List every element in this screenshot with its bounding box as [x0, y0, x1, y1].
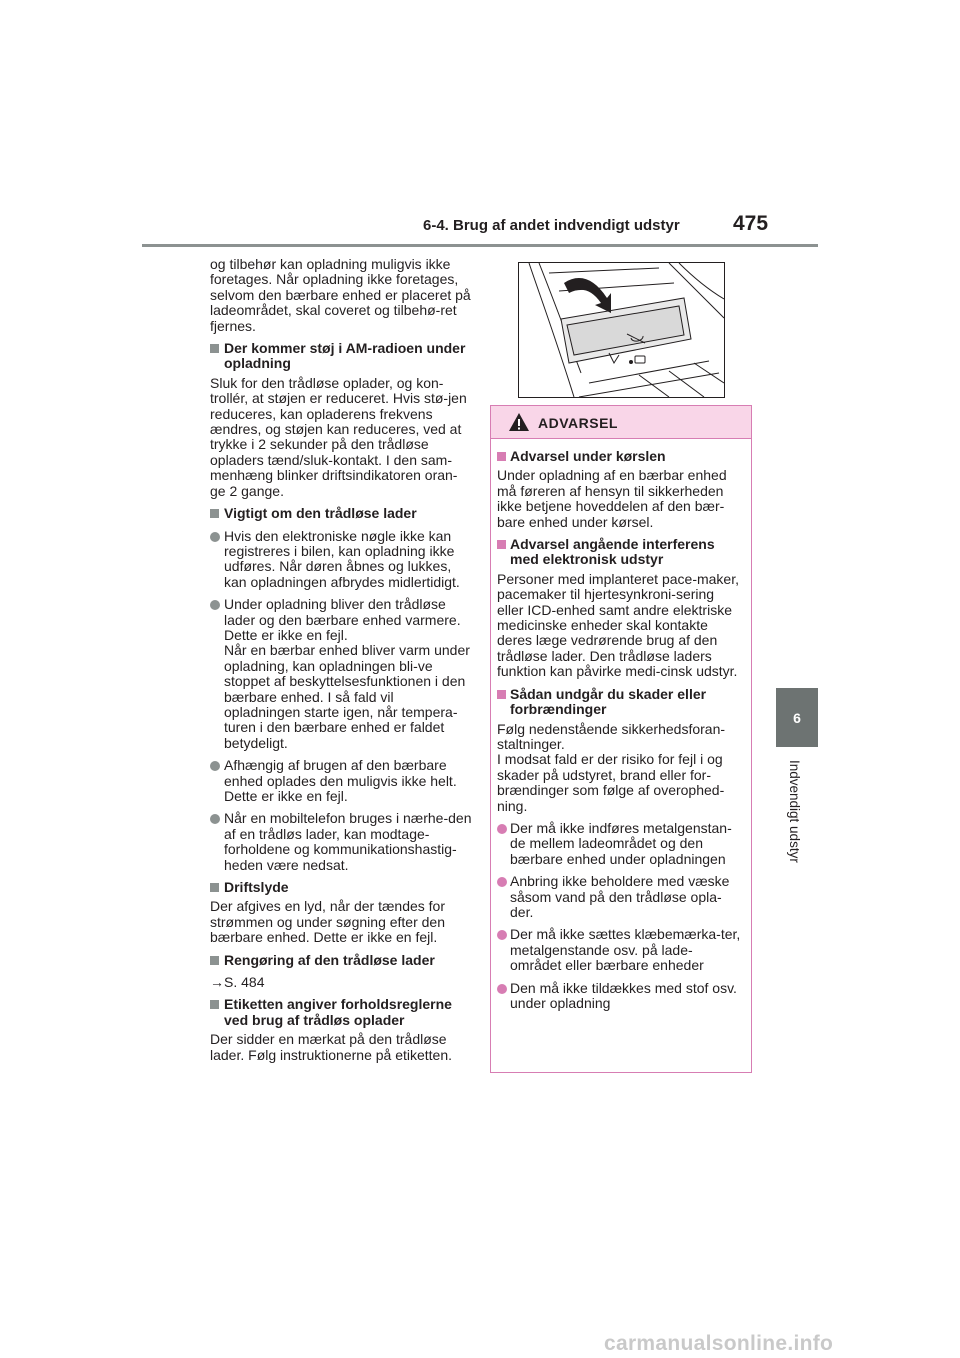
warning-heading	[497, 449, 743, 464]
heading-text: Advarsel under kørslen	[510, 448, 666, 464]
bullet-item	[210, 758, 472, 804]
warning-body-text: Følg nedenstående sikkerhedsforan-staltninger.	[497, 720, 726, 752]
section-heading	[210, 341, 472, 372]
warning-header	[491, 406, 751, 439]
warning-bullet	[497, 981, 743, 1012]
heading-text: Etiketten angiver forholdsreglerne ved brug af trådløs oplader	[224, 996, 452, 1028]
bullet-text: Der må ikke indføres metalgenstan-de mellem ladeområdet og den bærbare enhed under opladningen	[510, 819, 732, 867]
round-bullet-icon	[497, 824, 507, 834]
heading-text: Driftslyde	[224, 879, 289, 896]
square-bullet-icon	[210, 344, 219, 353]
warning-title: ADVARSEL	[538, 415, 618, 431]
bullet-text: Under opladning bliver den trådløse lader og den bærbare enhed varmere. Dette er ikke en fejl.	[224, 596, 461, 643]
heading-text: Rengøring af den trådløse lader	[224, 951, 435, 968]
warning-bullet	[497, 927, 743, 973]
bullet-item	[210, 811, 472, 873]
square-bullet-icon	[210, 509, 219, 518]
round-bullet-icon	[497, 930, 507, 940]
section-heading	[210, 506, 472, 521]
section-heading	[210, 880, 472, 895]
chapter-label	[787, 760, 809, 880]
round-bullet-icon	[210, 532, 220, 542]
warning-body: Under opladning af en bærbar enhed må føreren af hensyn til sikkerheden ikke betjene hoveddelen af den bær-bare enhed under kørsel.	[497, 467, 727, 530]
square-bullet-icon	[210, 883, 219, 892]
warning-triangle-icon	[508, 412, 530, 432]
warning-body-text: I modsat fald er der risiko for fejl i og skader på udstyret, brand eller for-brændinger som følge af overophed-ning.	[497, 751, 725, 814]
bullet-text: Når en mobiltelefon bruges i nærhe-den af en trådløs lader, kan modtage-forholdene og kommunikationshastig-heden være nedsat.	[224, 810, 472, 873]
round-bullet-icon	[210, 814, 220, 824]
bullet-text: Den må ikke tildækkes med stof osv. under opladning	[510, 979, 737, 1011]
square-bullet-icon	[210, 956, 219, 965]
chapter-tab	[776, 688, 818, 747]
warning-bullet	[497, 874, 743, 920]
header-divider	[142, 244, 818, 247]
bullet-item	[210, 529, 472, 591]
intro-text: og tilbehør kan opladning muligvis ikke foretages. Når opladning ikke foretages, selvom den bærbare enhed er placeret på ladeområdet, skal coveret og tilbehø-ret fjernes.	[210, 256, 471, 334]
round-bullet-icon	[210, 761, 220, 771]
page-reference-link[interactable]: →S. 484	[210, 974, 265, 991]
bullet-item	[210, 597, 472, 751]
warning-box	[490, 405, 752, 1073]
round-bullet-icon	[497, 877, 507, 887]
bullet-text: Hvis den elektroniske nøgle ikke kan registreres i bilen, kan opladning ikke udføres. Når døren åbnes og lukkes, kan opladningen afbrydes midlertidigt.	[224, 527, 460, 590]
section-title: 6-4. Brug af andet indvendigt udstyr	[423, 217, 680, 234]
bullet-text: Når en bærbar enhed bliver varm under opladning, kan opladningen bli-ve stoppet af beskyttelsesfunktionen i den bærbare enhed. I så fald vil opladningen starte igen, når tempera-turen i den bærbare enhed er faldet betydeligt.	[224, 642, 470, 751]
heading-text: Sådan undgår du skader eller forbrændinger	[510, 685, 707, 718]
heading-text: Der kommer støj i AM-radioen under opladning	[224, 340, 466, 372]
section-body: Der sidder en mærkat på den trådløse lader. Følg instruktionerne på etiketten.	[210, 1031, 453, 1063]
round-bullet-icon	[497, 984, 507, 994]
charger-drawing-icon	[519, 263, 724, 397]
chapter-label-text: Indvendigt udstyr	[787, 760, 802, 863]
square-bullet-icon	[497, 452, 506, 461]
round-bullet-icon	[210, 600, 220, 610]
section-heading	[210, 953, 472, 968]
warning-heading	[497, 537, 743, 568]
section-heading	[210, 997, 472, 1028]
square-bullet-icon	[497, 690, 506, 699]
heading-text: Advarsel angående interferens med elektronisk udstyr	[510, 536, 715, 568]
chapter-number: 6	[793, 709, 801, 726]
bullet-text: Der må ikke sættes klæbemærka-ter, metalgenstande osv. på lade-området eller bærbare enheder	[510, 926, 741, 974]
warning-content	[497, 442, 743, 1011]
section-body: Sluk for den trådløse oplader, og kon-trollér, at støjen er reduceret. Hvis stø-jen reduceres, kan opladerens frekvens ændres, og støjen kan reduceres, ved at trykke i 2 sekunder på den trådløse opladers tænd/sluk-kontakt. I den sam-menhæng blinker driftsindikatoren oran-ge 2 gange.	[210, 374, 467, 499]
left-column	[210, 257, 472, 1063]
heading-text: Vigtigt om den trådløse lader	[224, 505, 417, 522]
warning-heading	[497, 687, 743, 718]
warning-body: Personer med implanteret pace-maker, pacemaker til hjertesynkroni-sering eller ICD-enhed samt andre elektriske medicinske enheder skal kontakte deres læge vedrørende brug af den trådløse lader. Den trådløse laders funktion kan påvirke medi-cinsk udstyr.	[497, 570, 739, 680]
bullet-text: Afhængig af brugen af den bærbare enhed oplades den muligvis ikke helt. Dette er ikke en fejl.	[224, 757, 457, 804]
wireless-charger-illustration	[518, 262, 725, 398]
page-number: 475	[733, 212, 769, 235]
warning-bullet	[497, 821, 743, 867]
warning-body	[497, 722, 743, 814]
square-bullet-icon	[210, 1000, 219, 1009]
square-bullet-icon	[497, 540, 506, 549]
section-body: Der afgives en lyd, når der tændes for strømmen og under søgning efter den bærbare enhed. Dette er ikke en fejl.	[210, 898, 446, 946]
bullet-text: Anbring ikke beholdere med væske såsom vand på den trådløse opla-der.	[510, 873, 730, 920]
watermark: carmanualsonline.info	[604, 1332, 834, 1355]
